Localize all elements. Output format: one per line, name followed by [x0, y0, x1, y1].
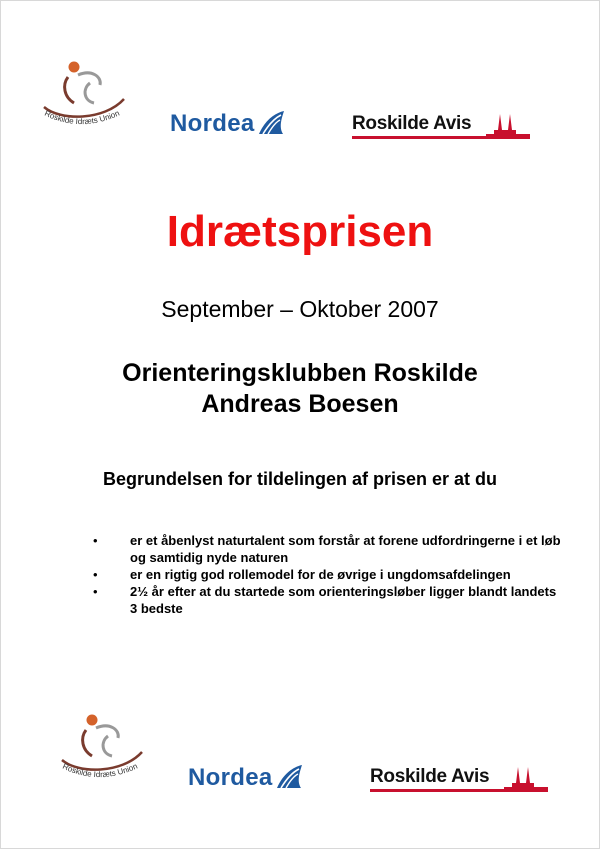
riu-logo	[40, 55, 140, 135]
roskilde-avis-wordmark: Roskilde Avis	[352, 113, 472, 134]
roskilde-avis-logo-bottom	[370, 765, 548, 797]
roskilde-avis-wordmark: Roskilde Avis	[370, 766, 490, 787]
bullet-icon: •	[93, 567, 98, 582]
page-title: Idrætsprisen	[166, 207, 434, 256]
nordea-wordmark: Nordea	[170, 110, 255, 137]
roskilde-avis-logo	[352, 112, 530, 144]
reason-heading: Begrundelsen for tildelingen af prisen er at du	[102, 469, 498, 489]
award-period: September – Oktober 2007	[161, 296, 439, 322]
riu-emblem-icon	[40, 55, 140, 135]
list-item	[93, 532, 563, 566]
riu-logo-bottom	[58, 708, 158, 788]
nordea-logo-bottom	[188, 764, 303, 790]
list-item	[93, 583, 563, 617]
reason-text: er et åbenlyst naturtalent som forstår at forene udfordringerne i et løb og samtidig nyde naturen	[130, 533, 561, 565]
recipient-name: Andreas Boesen	[201, 390, 399, 419]
svg-text:Roskilde Idræts Union: Roskilde Idræts Union	[43, 108, 121, 127]
nordea-sail-icon	[275, 764, 303, 790]
club-name: Orienteringsklubben Roskilde	[122, 359, 478, 387]
riu-emblem-icon	[58, 708, 158, 788]
bullet-icon: •	[93, 584, 98, 599]
svg-text:Roskilde Idræts Union: Roskilde Idræts Union	[61, 761, 139, 780]
list-item	[93, 566, 563, 583]
reason-text: er en rigtig god rollemodel for de øvrige i ungdomsafdelingen	[130, 567, 511, 582]
reason-list	[93, 532, 563, 617]
nordea-sail-icon	[257, 110, 285, 136]
bullet-icon: •	[93, 533, 98, 548]
award-recipient-block	[0, 358, 600, 421]
nordea-wordmark: Nordea	[188, 764, 273, 791]
nordea-logo	[170, 110, 285, 136]
cathedral-skyline-icon	[486, 112, 530, 139]
cathedral-skyline-icon	[504, 765, 548, 792]
reason-text: 2½ år efter at du startede som orienteringsløber ligger blandt landets 3 bedste	[130, 584, 557, 616]
